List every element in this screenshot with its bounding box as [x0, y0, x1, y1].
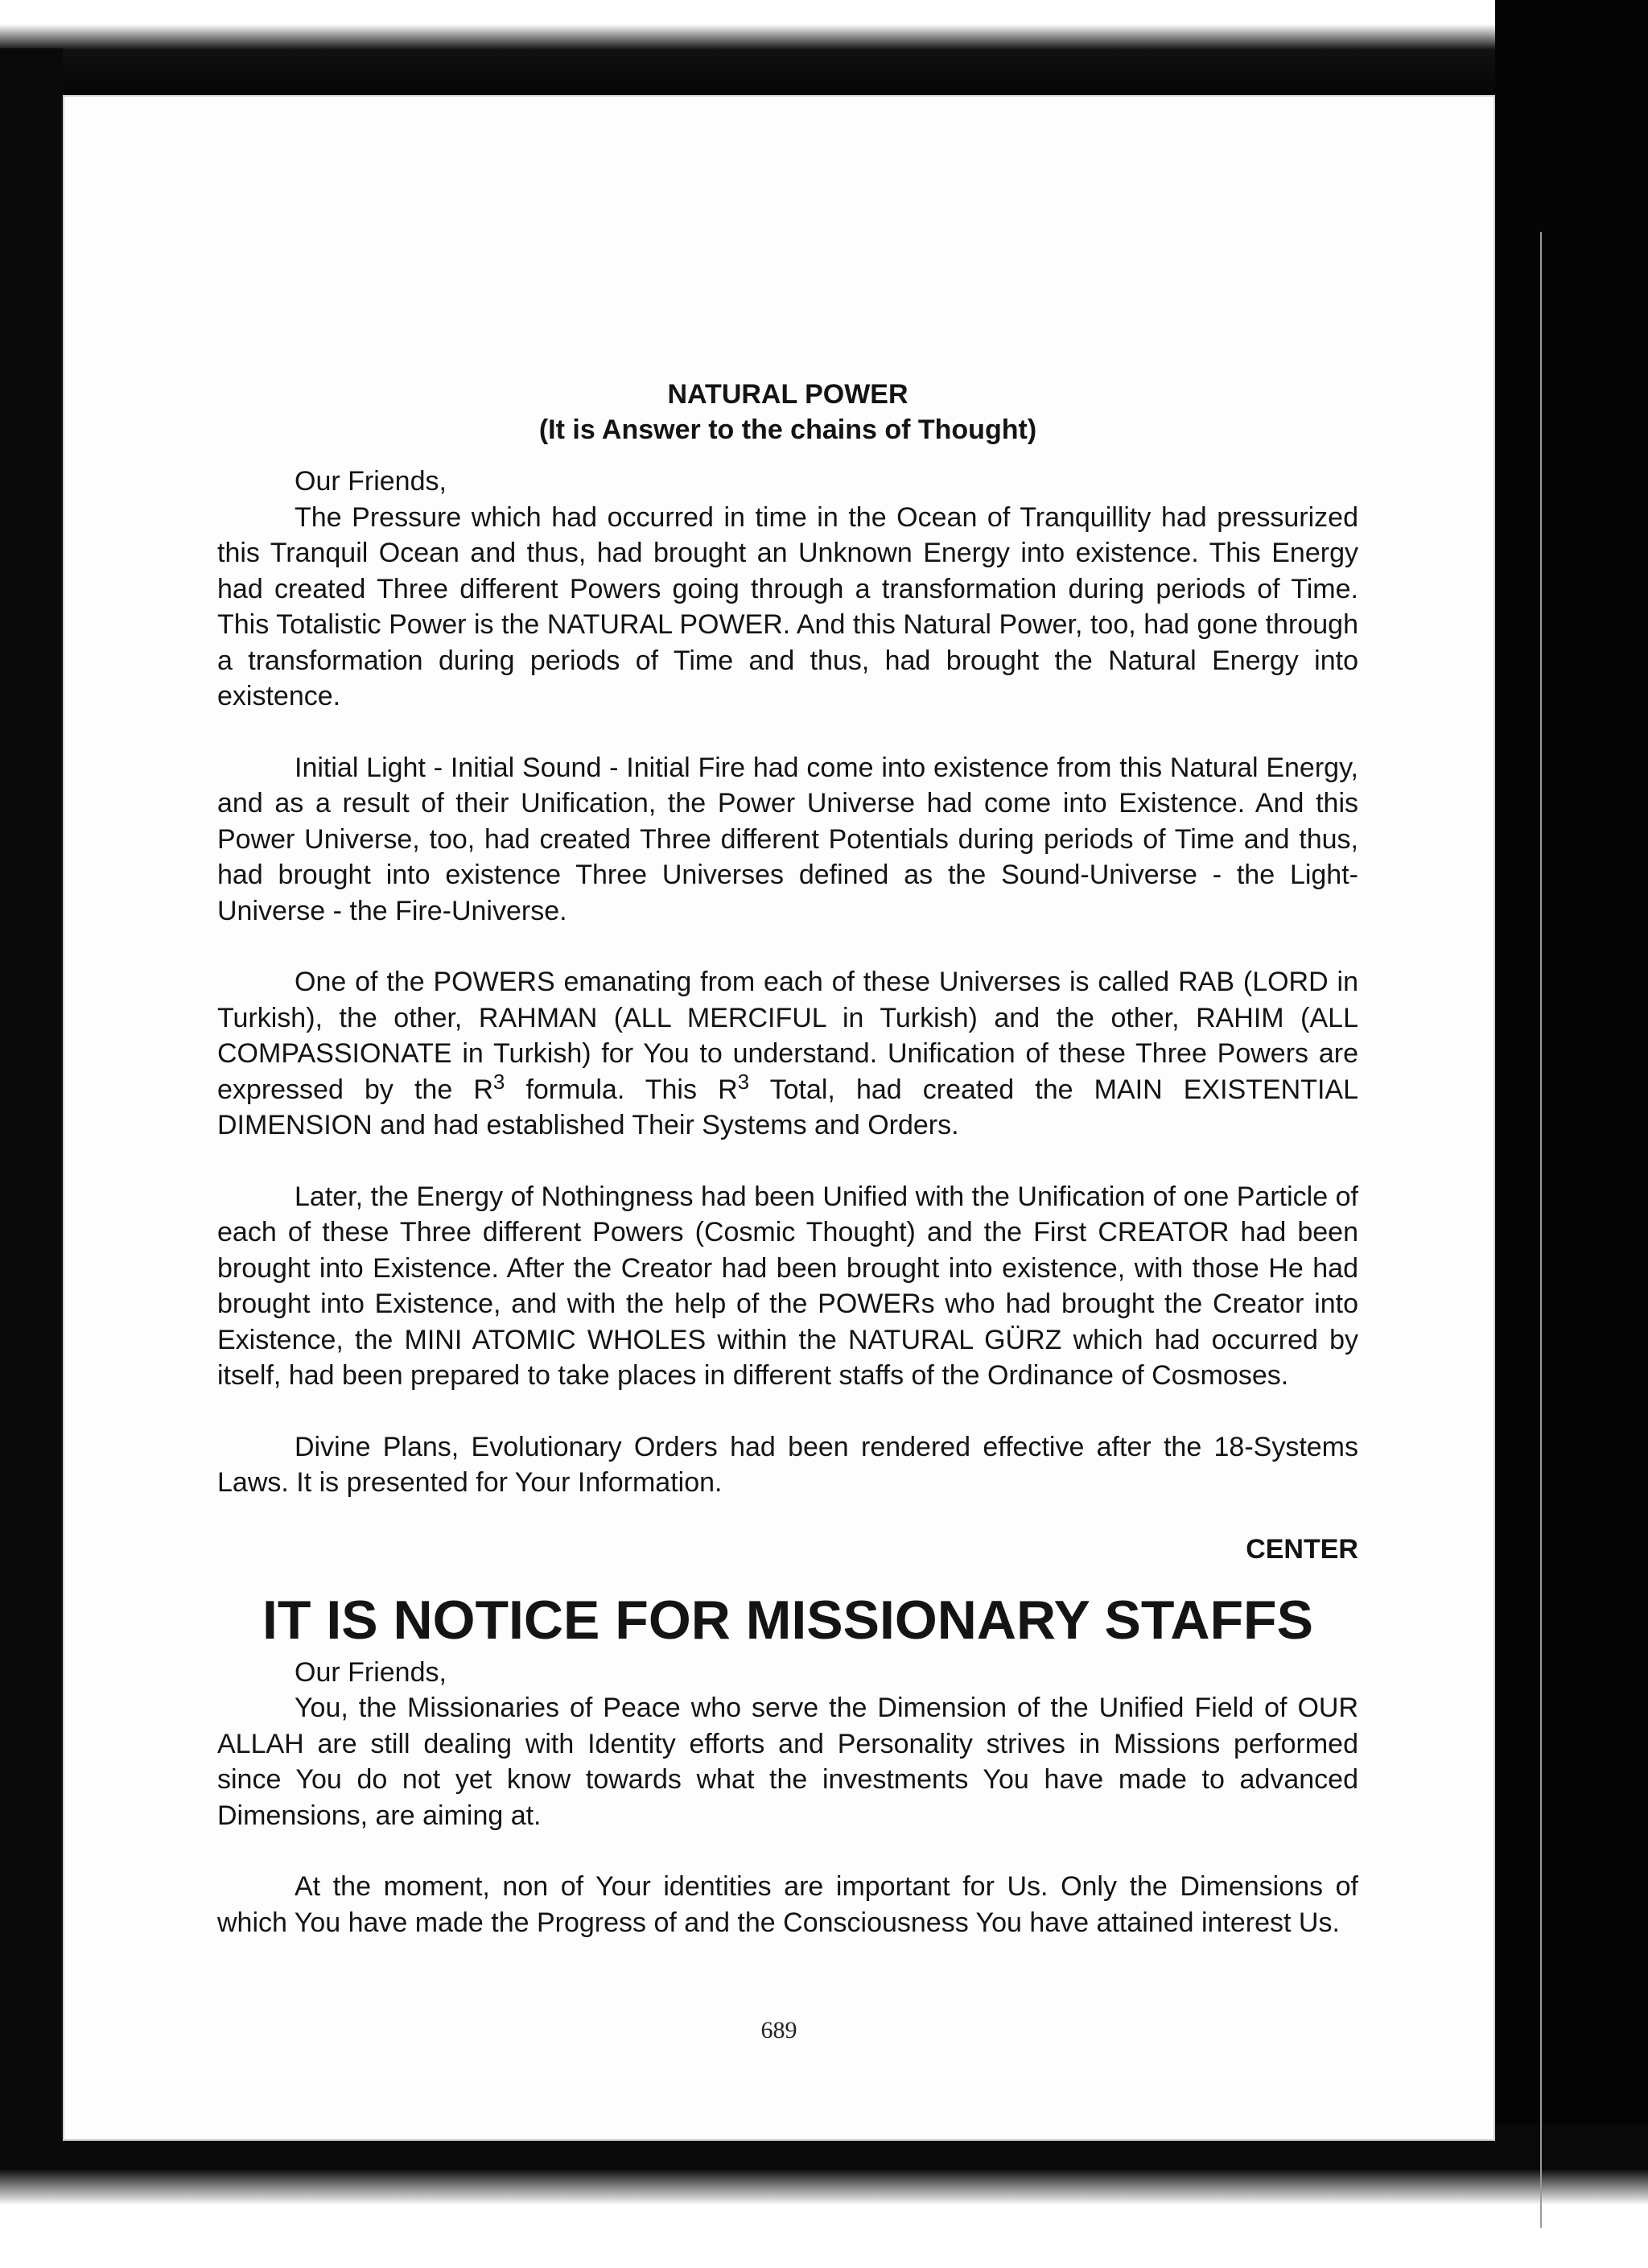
page-edge-line	[1540, 232, 1542, 2228]
paragraph-text: One of the POWERS emanating from each of these Universes is called RAB (LORD in Turkish), the other, RAHMAN (ALL MERCIFUL in Turkish) and the other, RAHIM (ALL COMPASSIONATE in Turkish) for You to understand. Unification of these Three Powers are expressed by the R	[217, 967, 1358, 1105]
scan-background-top	[0, 0, 1648, 97]
notice-greeting: Our Friends,	[295, 1656, 447, 1688]
paragraph: At the moment, non of Your identities are important for Us. Only the Dimensions of which You have made the Progress of and the Consciousness You have attained interest Us.	[217, 1871, 1358, 1938]
article-subtitle: (It is Answer to the chains of Thought)	[538, 414, 1037, 445]
superscript: 3	[492, 1069, 505, 1094]
paragraph: Divine Plans, Evolutionary Orders had been rendered effective after the 18-Systems Laws. It is presented for Your Information.	[217, 1431, 1358, 1498]
signature: CENTER	[1246, 1533, 1358, 1565]
paragraph: The Pressure which had occurred in time in the Ocean of Tranquillity had pressurized this Tranquil Ocean and thus, had brought an Unknown Energy into existence. This Energy had created Three different Powers going through a transformation during periods of Time. This Totalistic Power is the NATURAL POWER. And this Natural Power, too, had gone through a transformation during periods of Time and thus, had brought the Natural Energy into existence.	[217, 501, 1358, 711]
superscript: 3	[737, 1069, 750, 1094]
paragraph: You, the Missionaries of Peace who serve the Dimension of the Unified Field of OUR ALLAH are still dealing with Identity efforts and Personality strives in Missions performed since You do not yet know towards what the investments You have made to advanced Dimensions, are aiming at.	[217, 1693, 1358, 1831]
paragraph-text: formula. This R	[505, 1074, 738, 1105]
notice-title: IT IS NOTICE FOR MISSIONARY STAFFS	[262, 1590, 1313, 1651]
scan-background-left	[0, 48, 63, 2173]
paragraph: Initial Light - Initial Sound - Initial Fire had come into existence from this Natural Energy, and as a result of their Unification, the Power Universe had come into Existence. And this Power Universe, too, had created Three different Potentials during periods of Time and thus, had brought into existence Three Universes defined as the Sound-Universe - the Light-Universe - the Fire-Universe.	[217, 752, 1358, 926]
paragraph-r3	[217, 964, 1358, 1144]
article-title: NATURAL POWER	[667, 379, 908, 410]
page-content	[217, 377, 1358, 1940]
paragraph: Later, the Energy of Nothingness had been Unified with the Unification of one Particle of each of these Three different Powers (Cosmic Thought) and the First CREATOR had been brought into Existence. After the Creator had been brought into existence, with those He had brought into Existence, and with the help of the POWERs who had brought the Creator into Existence, the MINI ATOMIC WHOLES within the NATURAL GÜRZ which had occurred by itself, had been prepared to take places in different staffs of the Ordinance of Cosmoses.	[217, 1181, 1358, 1391]
article-greeting: Our Friends,	[295, 466, 447, 497]
book-page	[63, 95, 1495, 2141]
scan-background-right	[1495, 0, 1648, 2173]
paragraph-text: Total, had created the MAIN EXISTENTIAL DIMENSION and had established Their Systems and Orders.	[217, 1074, 1359, 1140]
page-number: 689	[760, 2017, 797, 2043]
